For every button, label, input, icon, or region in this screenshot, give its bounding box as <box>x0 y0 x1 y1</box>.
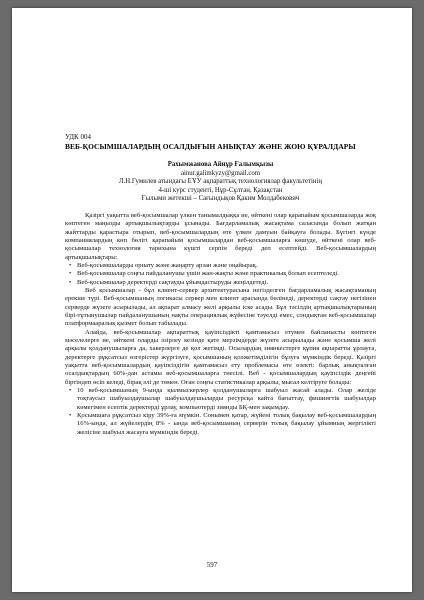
author-name: Рахымжанова Айнұр Ғалымқызы <box>167 161 274 168</box>
paragraph: Алайда, веб-қосымшалар ақпараттық қауіпсіздікті қамтамасыз етумен байланысты көптеген мәселелерге ие, өйткені оларды әзірлеу кезінде қате мерзімдерде жүзеге асырылады және қосымша желі арқылы қолданушыларға да, хакерлерге де қол жетімді. Осылардың зиянкестерге құпия ақпаратты ұрлауға, деректерге рұқсатсыз өзгерістер жүргізуге, қосымшаның қолжетімділігін бұзуға мүмкіндік береді. Қазіргі уақытта веб-қосымшалардың қауіпсіздігін қамтамасыз ету проблемасы өте өзекті: барлық анықталған осалдықтардың 60%-дан астамы веб-қосымшаларға тиесілі. Веб - қосымшалардың қауіпсіздік деңгейі біртіндеп өсіп келеді, бірақ әлі де төмен. Оған соңғы статистикалар арқылы, мысал келтіруге болады: <box>65 328 376 386</box>
bullet-item: • Қосымшаға рұқсатсыз кіру 39%-ға мүмкін. Сонымен қатар, жүйені толық бақылау веб-қосымшалардың 16%-ында, ал жүйелердің 8% - ында веб-қосымшаның серверін толық бақылау ұйымның жергілікті желісіне шабуыл жасауға мүмкіндік береді. <box>65 412 376 437</box>
supervisor-line: Ғылыми жетекші – Сағындықов Қаким Молдабекович <box>141 195 300 203</box>
author-block <box>65 161 376 204</box>
paragraph: Веб қосымшалар - бұл клиент-сервер архитектурасына негізделген бағдарламалық жасақтаманың ерекше түрі. Веб-қосымшаның логикасы сервер мен клиент арасында бөлінеді, деректерді сақтау негізінен серверде жүзеге асырылады, ал ақпарат алмасу желі арқылы іске асады. Бұл тәсілдің артықшылықтарының бірі-тұтынушылар пайдаланушының нақты операциялық жүйесіне тәуелді емес, сондықтан веб-қосымшалар платформааралық қызмет болып табылады. <box>65 286 376 328</box>
bullet-item: • Веб-қосымшалар деректерді сақтауды ұйымдастыруды жеңілдетеді. <box>65 279 376 287</box>
bullet-item: • Веб-қосымшалар соңғы пайдаланушы үшін жан-жақты және практикалық болып есептеледі. <box>65 270 376 278</box>
body-text <box>65 212 376 437</box>
paragraph: Қазіргі уақытта веб-қосымшалар үлкен танымалдыққа ие, өйткені олар қарапайым қосымшаларда жоқ көптеген маңызды артықшылықтарды ұсынады. Бағдарламалық жасақтама саласында болып жатқан жайттарды қарастыра отырып, веб-қосымшалардың өте үлкен дамуын байқауға болады. Бүгінгі күнде компаниялардың көп бөлігі қарапайым қосымшалардан веб-қосымшаларға көшуде, өйткені олар веб-қосымшалар технология тарихына күшті серпін береді деп есептейді. Веб-қосымшалардың артықшылықтары: <box>65 212 376 261</box>
udk-code: УДК 004 <box>65 133 91 141</box>
document-page <box>12 8 412 592</box>
page-number: 597 <box>206 561 218 569</box>
affiliation-line-2: 4-ші курс студенті, Нұр-Сұлтан, Қазақстан <box>158 186 283 194</box>
affiliation-line-1: Л.Н.Гумилев атындағы ЕҰУ ақпараттық технологиялар факультетінің <box>118 178 323 186</box>
bullet-item: • Веб-қосымшаларды орнату және жаңарту арзан және оңайырақ. <box>65 262 376 270</box>
bullet-item: • 10 веб-қосымшаның 9-ында қылмыскерлер қолданушыларға шабуыл жасай алады. Олар желіде тоқтаусыз шабуылдаушылар шабуылдаушыларды ресурсқа кайта бағыттау, фишингтік шабуылдар көмегімен есептік деректерді ұрлау, компьютерді зиянды БҚ-мен зақымдау. <box>65 387 376 412</box>
paper-title: ВЕБ-ҚОСЫМШАЛАРДЫҢ ОСАЛДЫҒЫН АНЫҚТАУ ЖӘНЕ ЖОЮ ҚҰРАЛДАРЫ <box>65 142 356 151</box>
author-email[interactable]: ainur.galimkyzy@gmail.com <box>180 169 261 177</box>
